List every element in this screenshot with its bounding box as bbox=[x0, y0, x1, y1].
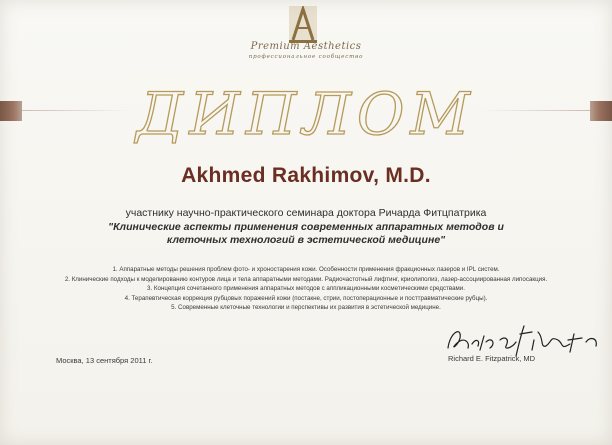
topic-item: 4. Терапевтическая коррекция рубцовых поражений кожи (постакне, стрии, постоперационные и посттравматические рубцы). bbox=[124, 294, 488, 302]
monogram-a-icon bbox=[287, 6, 319, 44]
logo-subtitle: профессиональное сообщество bbox=[248, 54, 364, 60]
seminar-lead-text: участнику научно-практического семинара доктора Ричарда Фитцпатрика bbox=[125, 207, 487, 219]
signer-name: Richard E. Fitzpatrick, MD bbox=[448, 354, 536, 363]
diploma-title: ДИПЛОМ bbox=[136, 80, 476, 148]
recipient-name: Akhmed Rakhimov, M.D. bbox=[181, 164, 431, 187]
topic-item: 2. Клинические подходы к моделированию контуров лица и тела аппаратными методами. Радиочастотный лифтинг, криолиполиз, лазер-ассоциированная липосакция. bbox=[64, 275, 548, 283]
logo-name: Premium Aesthetics bbox=[250, 41, 362, 52]
topic-list bbox=[0, 265, 612, 313]
topic-item: 3. Концепция сочетанного применения аппаратных методов с аппликационными косметическими средствами. bbox=[147, 285, 465, 292]
topic-item: 1. Аппаратные методы решения проблем фото- и хроностарения кожи. Особенности применения фракционных лазеров и IPL систем. bbox=[112, 266, 500, 273]
topic-item: 5. Современные клеточные технологии и перспективы их развития в эстетической медицине. bbox=[171, 304, 441, 311]
place-date: Москва, 13 сентября 2011 г. bbox=[56, 356, 153, 365]
course-title: "Клинические аспекты применения современных аппаратных методов и клеточных технологий в эстетической медицине" bbox=[108, 221, 504, 246]
